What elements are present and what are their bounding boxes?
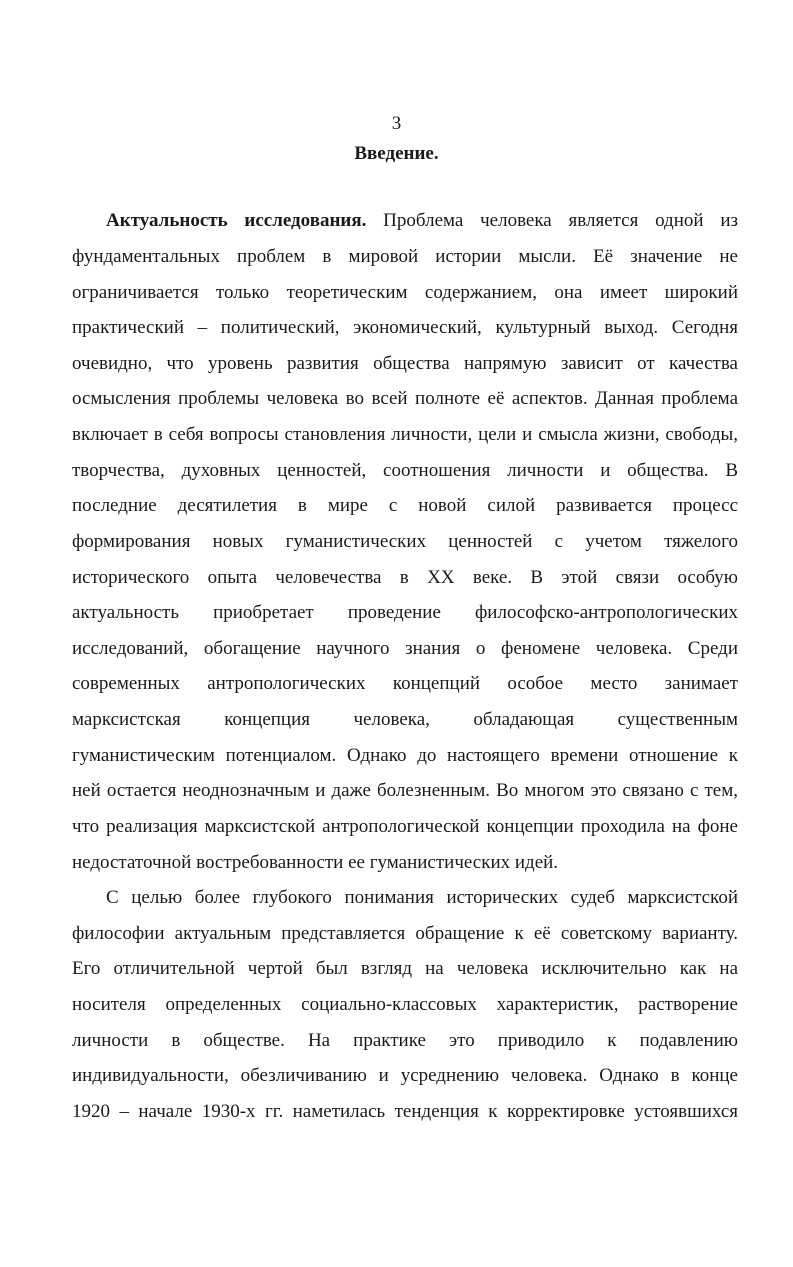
- paragraph-1-line: что реализация марксистской антропологической концепции проходила на фоне: [72, 816, 738, 837]
- paragraph-2-line: Его отличительной чертой был взгляд на человека исключительно как на: [72, 958, 738, 979]
- paragraph-2-line: философии актуальным представляется обращение к её советскому варианту.: [72, 923, 738, 944]
- paragraph-2-line: С целью более глубокого понимания исторических судеб марксистской: [106, 887, 738, 908]
- lead-phrase: Актуальность исследования.: [106, 210, 367, 231]
- paragraph-2-line: личности в обществе. На практике это приводило к подавлению: [72, 1030, 738, 1051]
- text-run: Проблема человека является одной из: [383, 210, 739, 231]
- paragraph-1-line: исследований, обогащение научного знания о феномене человека. Среди: [72, 638, 738, 659]
- paragraph-1-line: современных антропологических концепций особое место занимает: [72, 673, 738, 694]
- page-number: 3: [391, 113, 402, 134]
- paragraph-1-line: практический – политический, экономический, культурный выход. Сегодня: [72, 317, 738, 338]
- paragraph-1-line: ней остается неоднозначным и даже болезненным. Во многом это связано с тем,: [72, 780, 738, 801]
- paragraph-1-line-1: [106, 209, 738, 233]
- paragraph-1-line: фундаментальных проблем в мировой истории мысли. Её значение не: [72, 246, 738, 267]
- paragraph-2-line: носителя определенных социально-классовых характеристик, растворение: [72, 994, 738, 1015]
- paragraph-1-line: творчества, духовных ценностей, соотношения личности и общества. В: [72, 460, 738, 481]
- page-title: Введение.: [354, 143, 439, 164]
- paragraph-1-line: недостаточной востребованности ее гуманистических идей.: [72, 852, 559, 873]
- paragraph-1-line: осмысления проблемы человека во всей полноте её аспектов. Данная проблема: [72, 388, 738, 409]
- paragraph-1-line: очевидно, что уровень развития общества напрямую зависит от качества: [72, 353, 738, 374]
- paragraph-1-line: актуальность приобретает проведение философско-антропологических: [72, 602, 738, 623]
- paragraph-1-line: формирования новых гуманистических ценностей с учетом тяжелого: [72, 531, 738, 552]
- paragraph-1-line: гуманистическим потенциалом. Однако до настоящего времени отношение к: [72, 745, 738, 766]
- paragraph-1-line: последние десятилетия в мире с новой силой развивается процесс: [72, 495, 738, 516]
- paragraph-2-line: индивидуальности, обезличиванию и усреднению человека. Однако в конце: [72, 1065, 738, 1086]
- paragraph-2-line: 1920 – начале 1930-х гг. наметилась тенденция к корректировке устоявшихся: [72, 1101, 738, 1122]
- paragraph-1-line: ограничивается только теоретическим содержанием, она имеет широкий: [72, 282, 738, 303]
- paragraph-1-line: исторического опыта человечества в XX веке. В этой связи особую: [72, 567, 738, 588]
- paragraph-1-line: включает в себя вопросы становления личности, цели и смысла жизни, свободы,: [72, 424, 738, 445]
- paragraph-1-line: марксистская концепция человека, обладающая существенным: [72, 709, 738, 730]
